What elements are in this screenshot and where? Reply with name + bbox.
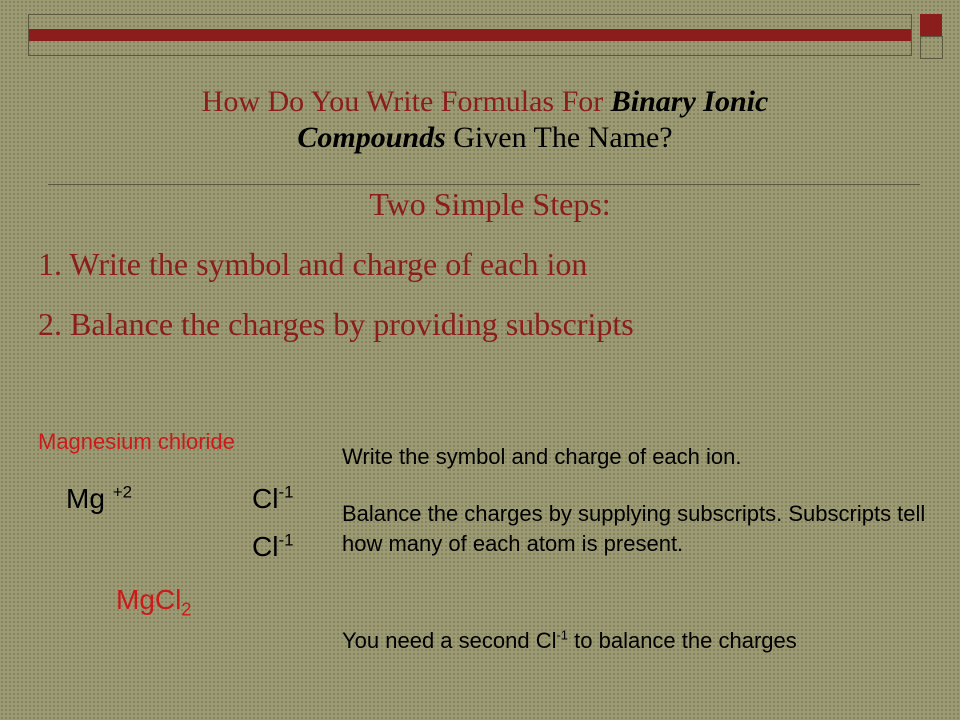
note-write-symbols: Write the symbol and charge of each ion. bbox=[342, 444, 742, 469]
cl-symbol-2: Cl bbox=[252, 531, 279, 562]
step-2: 2. Balance the charges by providing subscripts bbox=[38, 306, 634, 342]
cl-charge-1: -1 bbox=[278, 482, 294, 502]
top-decorative-bar bbox=[28, 14, 912, 56]
magnesium-ion bbox=[66, 483, 132, 515]
note-balance-charges: Balance the charges by supplying subscripts. Subscripts tell how many of each atom is present. bbox=[342, 501, 926, 556]
title-emphasis-2: Compounds bbox=[297, 121, 446, 154]
title-part2: Given The Name? bbox=[445, 121, 673, 154]
title-part1: How Do You Write Formulas For bbox=[201, 85, 611, 118]
mg-symbol: Mg bbox=[66, 483, 105, 514]
formula-subscript: 2 bbox=[181, 599, 192, 620]
top-red-band bbox=[29, 29, 911, 41]
compound-name: Magnesium chloride bbox=[38, 429, 235, 454]
slide-title bbox=[60, 84, 910, 156]
compound-formula bbox=[116, 584, 192, 620]
formula-base: MgCl bbox=[116, 584, 182, 615]
note-second-pre: You need a second Cl bbox=[342, 628, 557, 653]
cl-symbol-1: Cl bbox=[252, 483, 279, 514]
mg-charge: +2 bbox=[112, 482, 133, 502]
note-second-post: to balance the charges bbox=[568, 628, 797, 653]
corner-red-square bbox=[920, 14, 942, 36]
cl-charge-2: -1 bbox=[278, 530, 294, 550]
chloride-ion-2 bbox=[252, 531, 294, 563]
note-second-charge: -1 bbox=[556, 627, 569, 643]
title-emphasis-1: Binary Ionic bbox=[610, 85, 769, 118]
note-second-chloride bbox=[342, 626, 932, 656]
chloride-ion-1 bbox=[252, 483, 294, 515]
slide-subtitle: Two Simple Steps: bbox=[369, 186, 611, 222]
title-divider bbox=[48, 184, 920, 185]
corner-outline-square bbox=[920, 36, 943, 59]
step-1: 1. Write the symbol and charge of each ion bbox=[38, 246, 588, 282]
